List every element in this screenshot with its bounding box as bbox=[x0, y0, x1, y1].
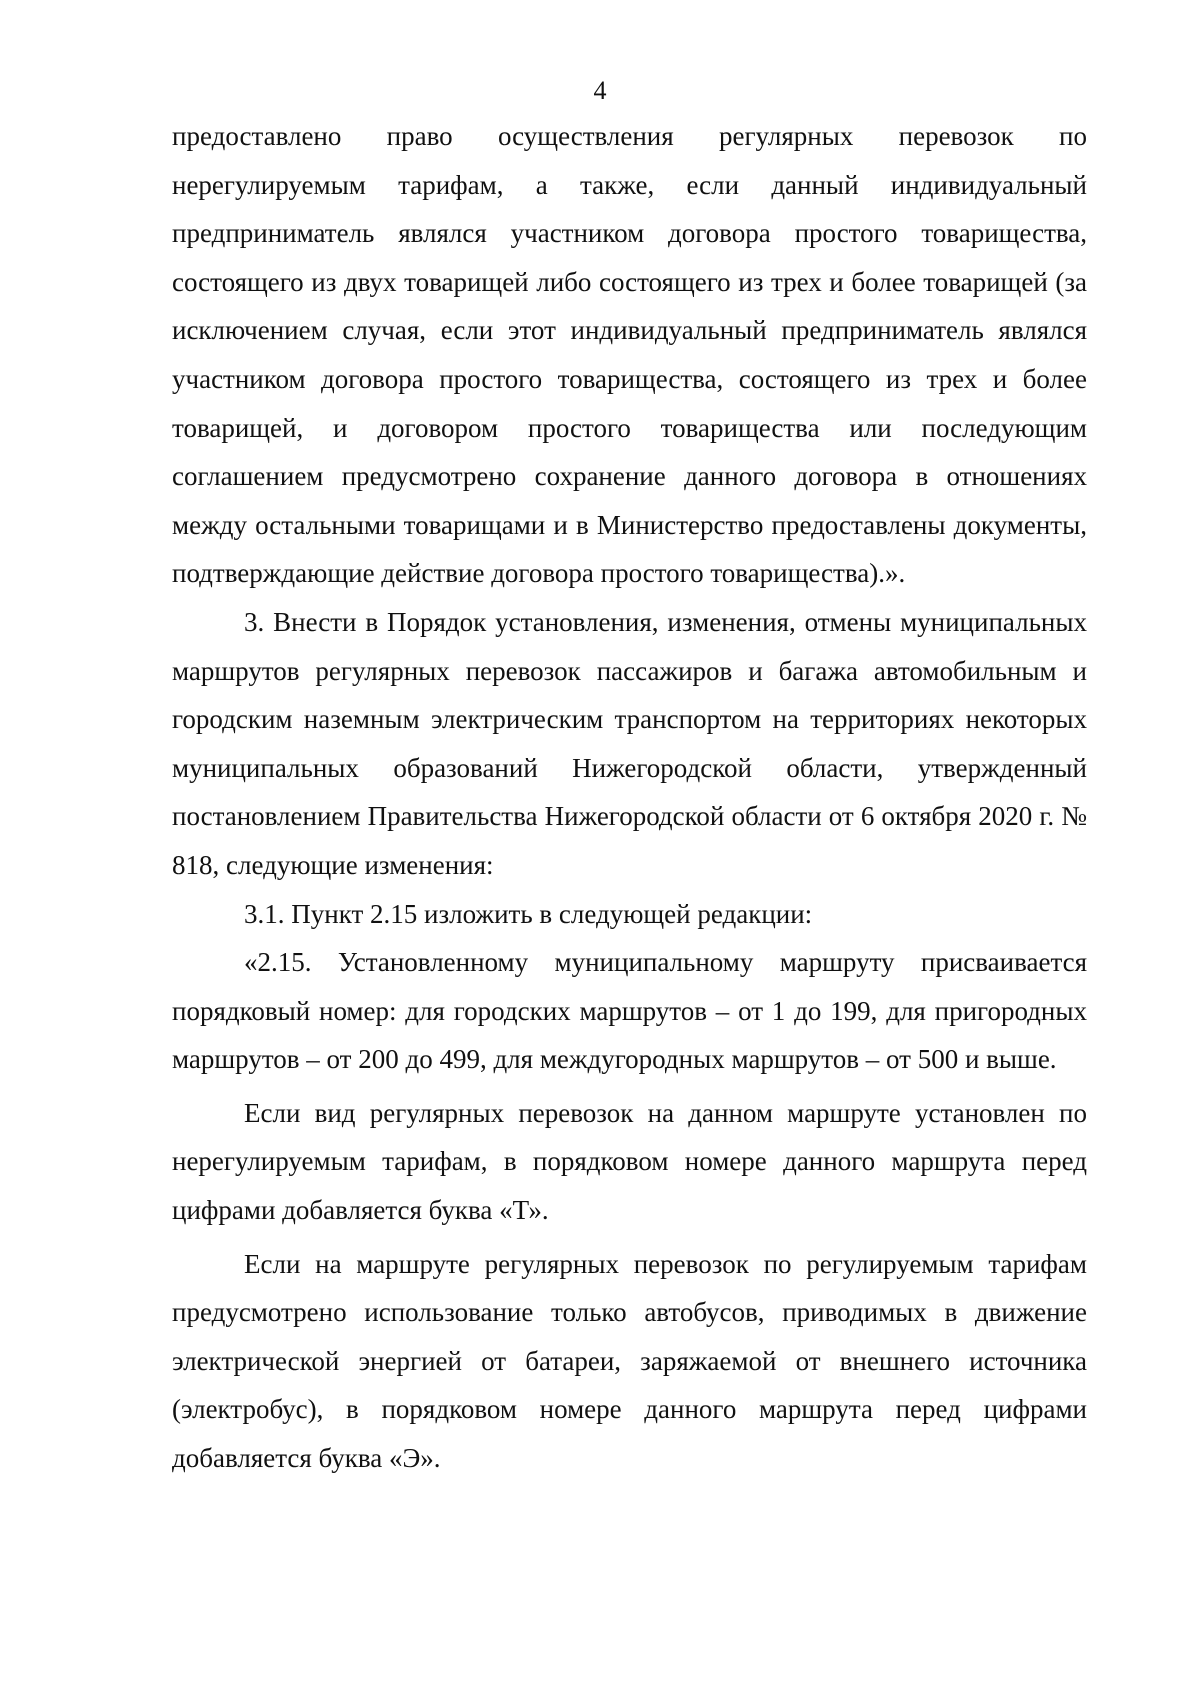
paragraph-letter-t: Если вид регулярных перевозок на данном маршруте установлен по нерегулируемым тарифам, в порядковом номере данного маршрута перед цифрами добавляется буква «Т». bbox=[172, 1097, 1087, 1226]
page-number: 4 bbox=[593, 76, 607, 105]
paragraph-continuation: предоставлено право осуществления регулярных перевозок по нерегулируемым тарифам, а также, если данный индивидуальный предприниматель являлся участником договора простого товарищества, состоящего из двух товарищей либо состоящего из трех и более товарищей (за исключением случая, если этот индивидуальный предприниматель являлся участником договора простого товарищества, состоящего из трех и более товарищей, и договором простого товарищества или последующим соглашением предусмотрено сохранение данного договора в отношениях между остальными товарищами и в Министерство предоставлены документы, подтверждающие действие договора простого товарищества).». bbox=[172, 121, 1087, 589]
paragraph-item-3: 3. Внести в Порядок установления, изменения, отмены муниципальных маршрутов регулярных перевозок пассажиров и багажа автомобильным и городским наземным электрическим транспортом на территориях некоторых муниципальных образований Нижегородской области, утвержденный постановлением Правительства Нижегородской области от 6 октября 2020 г. № 818, следующие изменения: bbox=[172, 606, 1087, 880]
paragraph-clause-2-15: «2.15. Установленному муниципальному маршруту присваивается порядковый номер: для городских маршрутов – от 1 до 199, для пригородных маршрутов – от 200 до 499, для междугородных маршрутов – от 500 и выше. bbox=[172, 947, 1087, 1075]
paragraph-letter-e: Если на маршруте регулярных перевозок по регулируемым тарифам предусмотрено использование только автобусов, приводимых в движение электрической энергией от батареи, заряжаемой от внешнего источника (электробус), в порядковом номере данного маршрута перед цифрами добавляется буква «Э». bbox=[172, 1248, 1087, 1474]
document-body bbox=[172, 112, 1087, 1483]
paragraph-item-3-1: 3.1. Пункт 2.15 изложить в следующей редакции: bbox=[244, 898, 813, 929]
